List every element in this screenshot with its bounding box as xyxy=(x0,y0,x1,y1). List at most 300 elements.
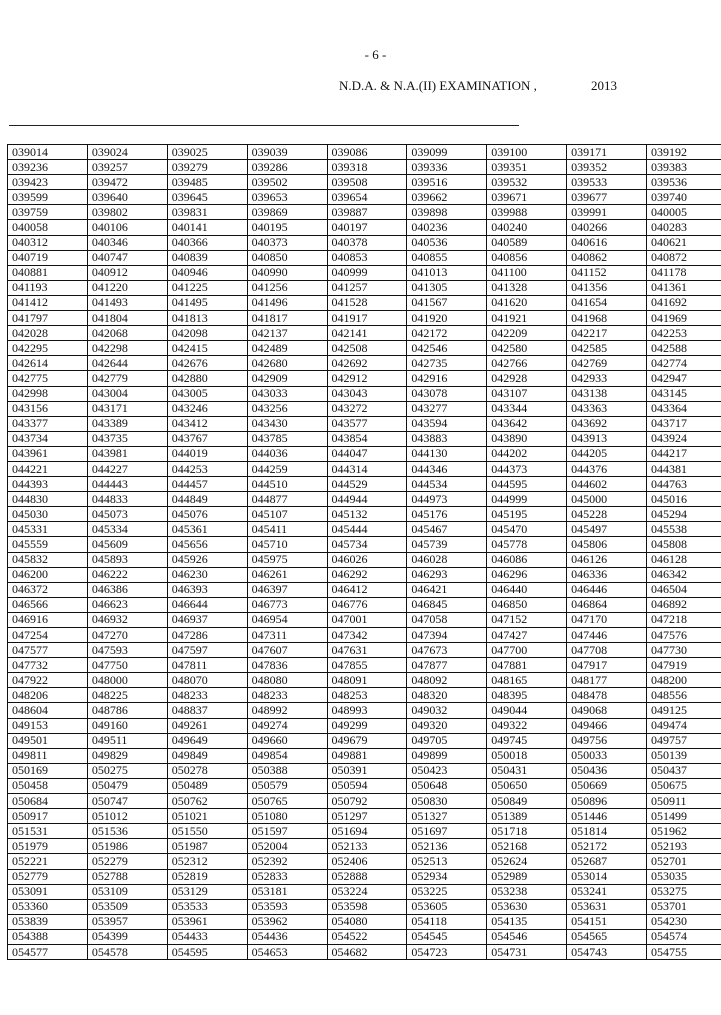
roll-number-cell: 042588 xyxy=(647,341,721,356)
roll-number-table-body xyxy=(8,145,721,960)
table-row xyxy=(8,280,721,295)
roll-number-cell: 049829 xyxy=(87,748,167,763)
roll-number-cell: 049649 xyxy=(167,733,247,748)
roll-number-cell: 043734 xyxy=(8,431,88,446)
roll-number-cell: 040141 xyxy=(167,220,247,235)
roll-number-cell: 042217 xyxy=(567,326,647,341)
roll-number-cell: 046773 xyxy=(247,597,327,612)
roll-number-cell: 047058 xyxy=(407,612,487,627)
table-row xyxy=(8,507,721,522)
roll-number-cell: 048395 xyxy=(487,688,567,703)
roll-number-cell: 043171 xyxy=(87,401,167,416)
roll-number-cell: 045132 xyxy=(327,507,407,522)
table-row xyxy=(8,854,721,869)
roll-number-cell: 047708 xyxy=(567,643,647,658)
roll-number-cell: 050391 xyxy=(327,763,407,778)
roll-number-cell: 043107 xyxy=(487,386,567,401)
roll-number-cell: 042489 xyxy=(247,341,327,356)
roll-number-cell: 046937 xyxy=(167,612,247,627)
roll-number-cell: 044602 xyxy=(567,477,647,492)
roll-number-cell: 050139 xyxy=(647,748,721,763)
roll-number-cell: 054731 xyxy=(487,944,567,959)
table-row xyxy=(8,220,721,235)
roll-number-cell: 042676 xyxy=(167,356,247,371)
roll-number-cell: 053961 xyxy=(167,914,247,929)
roll-number-cell: 044595 xyxy=(487,477,567,492)
roll-number-cell: 039654 xyxy=(327,190,407,205)
roll-number-cell: 044314 xyxy=(327,461,407,476)
roll-number-cell: 044830 xyxy=(8,492,88,507)
roll-number-cell: 049899 xyxy=(407,748,487,763)
roll-number-cell: 039759 xyxy=(8,205,88,220)
roll-number-cell: 042295 xyxy=(8,341,88,356)
roll-number-cell: 040850 xyxy=(247,250,327,265)
roll-number-cell: 039508 xyxy=(327,175,407,190)
roll-number-cell: 050423 xyxy=(407,763,487,778)
roll-number-cell: 054743 xyxy=(567,944,647,959)
roll-number-cell: 047394 xyxy=(407,628,487,643)
roll-number-cell: 053593 xyxy=(247,899,327,914)
table-row xyxy=(8,914,721,929)
roll-number-cell: 040240 xyxy=(487,220,567,235)
exam-title: N.D.A. & N.A.(II) EXAMINATION , xyxy=(339,78,537,93)
roll-number-cell: 049160 xyxy=(87,718,167,733)
roll-number-cell: 046776 xyxy=(327,597,407,612)
roll-number-cell: 043156 xyxy=(8,401,88,416)
roll-number-cell: 048165 xyxy=(487,673,567,688)
roll-number-cell: 047218 xyxy=(647,612,721,627)
roll-number-cell: 039100 xyxy=(487,145,567,160)
roll-number-cell: 042508 xyxy=(327,341,407,356)
table-row xyxy=(8,235,721,250)
roll-number-cell: 053014 xyxy=(567,869,647,884)
roll-number-cell: 050275 xyxy=(87,763,167,778)
roll-number-cell: 044047 xyxy=(327,446,407,461)
roll-number-cell: 040999 xyxy=(327,265,407,280)
roll-number-cell: 048320 xyxy=(407,688,487,703)
roll-number-cell: 041921 xyxy=(487,311,567,326)
roll-number-cell: 054578 xyxy=(87,944,167,959)
roll-number-cell: 039898 xyxy=(407,205,487,220)
roll-number-cell: 046446 xyxy=(567,582,647,597)
roll-number-cell: 046336 xyxy=(567,567,647,582)
roll-number-cell: 040872 xyxy=(647,250,721,265)
roll-number-cell: 048206 xyxy=(8,688,88,703)
roll-number-cell: 042137 xyxy=(247,326,327,341)
roll-number-cell: 051697 xyxy=(407,824,487,839)
roll-number-cell: 041813 xyxy=(167,311,247,326)
table-row xyxy=(8,295,721,310)
roll-number-cell: 052168 xyxy=(487,839,567,854)
roll-number-cell: 044227 xyxy=(87,461,167,476)
roll-number-cell: 054595 xyxy=(167,944,247,959)
roll-number-cell: 049757 xyxy=(647,733,721,748)
roll-number-cell: 044376 xyxy=(567,461,647,476)
roll-number-cell: 045076 xyxy=(167,507,247,522)
table-row xyxy=(8,401,721,416)
roll-number-cell: 041968 xyxy=(567,311,647,326)
roll-number-cell: 049068 xyxy=(567,703,647,718)
roll-number-cell: 045444 xyxy=(327,522,407,537)
roll-number-cell: 049125 xyxy=(647,703,721,718)
roll-number-cell: 049153 xyxy=(8,718,88,733)
roll-number-cell: 047311 xyxy=(247,628,327,643)
roll-number-cell: 045176 xyxy=(407,507,487,522)
roll-number-cell: 047576 xyxy=(647,628,721,643)
table-row xyxy=(8,477,721,492)
table-row xyxy=(8,552,721,567)
roll-number-cell: 041256 xyxy=(247,280,327,295)
roll-number-cell: 052701 xyxy=(647,854,721,869)
roll-number-cell: 048070 xyxy=(167,673,247,688)
roll-number-cell: 039640 xyxy=(87,190,167,205)
roll-number-cell: 050762 xyxy=(167,794,247,809)
roll-number-cell: 039014 xyxy=(8,145,88,160)
table-row xyxy=(8,567,721,582)
roll-number-cell: 047750 xyxy=(87,658,167,673)
roll-number-cell: 044221 xyxy=(8,461,88,476)
table-row xyxy=(8,190,721,205)
roll-number-cell: 053109 xyxy=(87,884,167,899)
roll-number-cell: 043004 xyxy=(87,386,167,401)
roll-number-cell: 040195 xyxy=(247,220,327,235)
roll-number-cell: 049849 xyxy=(167,748,247,763)
table-row xyxy=(8,899,721,914)
roll-number-cell: 045470 xyxy=(487,522,567,537)
roll-number-cell: 050669 xyxy=(567,778,647,793)
roll-number-cell: 047577 xyxy=(8,643,88,658)
roll-number-cell: 043785 xyxy=(247,431,327,446)
roll-number-cell: 045656 xyxy=(167,537,247,552)
table-row xyxy=(8,431,721,446)
table-row xyxy=(8,356,721,371)
roll-number-cell: 040266 xyxy=(567,220,647,235)
roll-number-cell: 050437 xyxy=(647,763,721,778)
roll-number-cell: 053360 xyxy=(8,899,88,914)
table-row xyxy=(8,386,721,401)
roll-number-cell: 042735 xyxy=(407,356,487,371)
roll-number-cell: 047919 xyxy=(647,658,721,673)
roll-number-cell: 041225 xyxy=(167,280,247,295)
roll-number-cell: 041496 xyxy=(247,295,327,310)
roll-number-cell: 044346 xyxy=(407,461,487,476)
roll-number-cell: 048080 xyxy=(247,673,327,688)
roll-number-cell: 047593 xyxy=(87,643,167,658)
roll-number-cell: 054433 xyxy=(167,929,247,944)
roll-number-cell: 045893 xyxy=(87,552,167,567)
roll-number-cell: 052133 xyxy=(327,839,407,854)
roll-number-cell: 040312 xyxy=(8,235,88,250)
roll-number-cell: 044393 xyxy=(8,477,88,492)
roll-number-cell: 054436 xyxy=(247,929,327,944)
roll-number-cell: 041328 xyxy=(487,280,567,295)
roll-number-cell: 043043 xyxy=(327,386,407,401)
roll-number-cell: 045107 xyxy=(247,507,327,522)
roll-number-cell: 041152 xyxy=(567,265,647,280)
roll-number-cell: 040346 xyxy=(87,235,167,250)
roll-number-cell: 045331 xyxy=(8,522,88,537)
roll-number-cell: 040946 xyxy=(167,265,247,280)
roll-number-cell: 050849 xyxy=(487,794,567,809)
roll-number-cell: 043277 xyxy=(407,401,487,416)
table-row xyxy=(8,688,721,703)
roll-number-cell: 054080 xyxy=(327,914,407,929)
roll-number-cell: 049511 xyxy=(87,733,167,748)
roll-number-cell: 044019 xyxy=(167,446,247,461)
roll-number-cell: 043890 xyxy=(487,431,567,446)
roll-number-cell: 052004 xyxy=(247,839,327,854)
roll-number-cell: 053181 xyxy=(247,884,327,899)
roll-number-cell: 046222 xyxy=(87,567,167,582)
roll-number-cell: 043246 xyxy=(167,401,247,416)
roll-number-cell: 050792 xyxy=(327,794,407,809)
table-row xyxy=(8,643,721,658)
roll-number-cell: 053241 xyxy=(567,884,647,899)
roll-number-cell: 043981 xyxy=(87,446,167,461)
roll-number-cell: 054230 xyxy=(647,914,721,929)
roll-number-cell: 047597 xyxy=(167,643,247,658)
table-row xyxy=(8,839,721,854)
roll-number-cell: 042912 xyxy=(327,371,407,386)
roll-number-cell: 041920 xyxy=(407,311,487,326)
roll-number-cell: 040236 xyxy=(407,220,487,235)
roll-number-cell: 051531 xyxy=(8,824,88,839)
roll-number-cell: 039099 xyxy=(407,145,487,160)
table-row xyxy=(8,341,721,356)
roll-number-cell: 051012 xyxy=(87,809,167,824)
table-row xyxy=(8,733,721,748)
roll-number-cell: 042209 xyxy=(487,326,567,341)
roll-number-cell: 053035 xyxy=(647,869,721,884)
roll-number-cell: 051962 xyxy=(647,824,721,839)
roll-number-cell: 039740 xyxy=(647,190,721,205)
roll-number-cell: 049881 xyxy=(327,748,407,763)
roll-number-cell: 042068 xyxy=(87,326,167,341)
roll-number-cell: 050650 xyxy=(487,778,567,793)
roll-number-cell: 039472 xyxy=(87,175,167,190)
roll-number-cell: 040005 xyxy=(647,205,721,220)
roll-number-cell: 052819 xyxy=(167,869,247,884)
table-row xyxy=(8,326,721,341)
roll-number-cell: 048992 xyxy=(247,703,327,718)
table-row xyxy=(8,522,721,537)
roll-number-cell: 048993 xyxy=(327,703,407,718)
roll-number-cell: 040747 xyxy=(87,250,167,265)
table-row xyxy=(8,884,721,899)
roll-number-cell: 052687 xyxy=(567,854,647,869)
roll-number-cell: 045361 xyxy=(167,522,247,537)
roll-number-cell: 042415 xyxy=(167,341,247,356)
roll-number-cell: 051987 xyxy=(167,839,247,854)
roll-number-cell: 048200 xyxy=(647,673,721,688)
roll-number-cell: 052989 xyxy=(487,869,567,884)
roll-number-cell: 047170 xyxy=(567,612,647,627)
roll-number-cell: 046200 xyxy=(8,567,88,582)
roll-number-cell: 044217 xyxy=(647,446,721,461)
roll-number-cell: 040719 xyxy=(8,250,88,265)
roll-number-cell: 043256 xyxy=(247,401,327,416)
roll-number-cell: 041654 xyxy=(567,295,647,310)
roll-number-cell: 039599 xyxy=(8,190,88,205)
roll-number-cell: 046296 xyxy=(487,567,567,582)
table-row xyxy=(8,597,721,612)
roll-number-cell: 039025 xyxy=(167,145,247,160)
roll-number-cell: 039171 xyxy=(567,145,647,160)
roll-number-cell: 046504 xyxy=(647,582,721,597)
roll-number-cell: 046440 xyxy=(487,582,567,597)
roll-number-cell: 049466 xyxy=(567,718,647,733)
roll-number-cell: 045734 xyxy=(327,537,407,552)
roll-number-cell: 043033 xyxy=(247,386,327,401)
header-rule xyxy=(9,125,519,126)
roll-number-cell: 042766 xyxy=(487,356,567,371)
roll-number-cell: 051389 xyxy=(487,809,567,824)
table-row xyxy=(8,205,721,220)
roll-number-cell: 045975 xyxy=(247,552,327,567)
roll-number-cell: 046342 xyxy=(647,567,721,582)
roll-number-cell: 054565 xyxy=(567,929,647,944)
roll-number-cell: 043854 xyxy=(327,431,407,446)
roll-number-cell: 049044 xyxy=(487,703,567,718)
roll-number-cell: 054577 xyxy=(8,944,88,959)
roll-number-cell: 046864 xyxy=(567,597,647,612)
roll-number-cell: 040990 xyxy=(247,265,327,280)
roll-number-cell: 046412 xyxy=(327,582,407,597)
roll-number-cell: 046916 xyxy=(8,612,88,627)
roll-number-cell: 048092 xyxy=(407,673,487,688)
roll-number-cell: 043913 xyxy=(567,431,647,446)
roll-number-cell: 046128 xyxy=(647,552,721,567)
roll-number-cell: 045294 xyxy=(647,507,721,522)
table-row xyxy=(8,461,721,476)
roll-number-cell: 045000 xyxy=(567,492,647,507)
roll-number-cell: 039516 xyxy=(407,175,487,190)
roll-number-cell: 045926 xyxy=(167,552,247,567)
roll-number-cell: 050917 xyxy=(8,809,88,824)
roll-number-cell: 040839 xyxy=(167,250,247,265)
roll-number-cell: 046566 xyxy=(8,597,88,612)
roll-number-cell: 042141 xyxy=(327,326,407,341)
roll-number-cell: 047700 xyxy=(487,643,567,658)
roll-number-cell: 040912 xyxy=(87,265,167,280)
roll-number-cell: 048604 xyxy=(8,703,88,718)
roll-number-cell: 039645 xyxy=(167,190,247,205)
roll-number-cell: 051597 xyxy=(247,824,327,839)
roll-number-cell: 044202 xyxy=(487,446,567,461)
roll-number-cell: 047152 xyxy=(487,612,567,627)
roll-number-cell: 051499 xyxy=(647,809,721,824)
roll-number-cell: 049501 xyxy=(8,733,88,748)
table-row xyxy=(8,446,721,461)
roll-number-cell: 050747 xyxy=(87,794,167,809)
roll-number-cell: 042947 xyxy=(647,371,721,386)
roll-number-cell: 043717 xyxy=(647,416,721,431)
roll-number-cell: 051718 xyxy=(487,824,567,839)
roll-number-cell: 045073 xyxy=(87,507,167,522)
roll-number-cell: 041797 xyxy=(8,311,88,326)
roll-number-cell: 053598 xyxy=(327,899,407,914)
roll-number-cell: 046932 xyxy=(87,612,167,627)
roll-number-cell: 045467 xyxy=(407,522,487,537)
roll-number-cell: 046026 xyxy=(327,552,407,567)
roll-number-cell: 045739 xyxy=(407,537,487,552)
roll-number-cell: 043005 xyxy=(167,386,247,401)
roll-number-cell: 050033 xyxy=(567,748,647,763)
roll-number-cell: 047730 xyxy=(647,643,721,658)
roll-number-cell: 054653 xyxy=(247,944,327,959)
roll-number-cell: 042580 xyxy=(487,341,567,356)
roll-number-cell: 048786 xyxy=(87,703,167,718)
roll-number-cell: 050896 xyxy=(567,794,647,809)
roll-number-cell: 053091 xyxy=(8,884,88,899)
roll-number-cell: 041356 xyxy=(567,280,647,295)
roll-number-cell: 043430 xyxy=(247,416,327,431)
roll-number-cell: 049274 xyxy=(247,718,327,733)
table-row xyxy=(8,718,721,733)
roll-number-cell: 039257 xyxy=(87,160,167,175)
roll-number-cell: 046397 xyxy=(247,582,327,597)
roll-number-cell: 041361 xyxy=(647,280,721,295)
roll-number-cell: 049322 xyxy=(487,718,567,733)
roll-number-cell: 042909 xyxy=(247,371,327,386)
roll-number-cell: 042298 xyxy=(87,341,167,356)
roll-number-cell: 039671 xyxy=(487,190,567,205)
roll-number-cell: 050458 xyxy=(8,778,88,793)
roll-number-cell: 047286 xyxy=(167,628,247,643)
roll-number-cell: 048225 xyxy=(87,688,167,703)
table-row xyxy=(8,537,721,552)
roll-number-cell: 047881 xyxy=(487,658,567,673)
roll-number-cell: 052788 xyxy=(87,869,167,884)
roll-number-cell: 039279 xyxy=(167,160,247,175)
roll-number-cell: 044373 xyxy=(487,461,567,476)
roll-number-cell: 040621 xyxy=(647,235,721,250)
roll-number-cell: 050648 xyxy=(407,778,487,793)
roll-number-cell: 046292 xyxy=(327,567,407,582)
roll-number-cell: 054755 xyxy=(647,944,721,959)
roll-number-cell: 048478 xyxy=(567,688,647,703)
roll-number-cell: 042774 xyxy=(647,356,721,371)
roll-number-cell: 050684 xyxy=(8,794,88,809)
roll-number-cell: 044205 xyxy=(567,446,647,461)
roll-number-cell: 046850 xyxy=(487,597,567,612)
roll-number-cell: 041804 xyxy=(87,311,167,326)
roll-number-cell: 039802 xyxy=(87,205,167,220)
roll-number-cell: 048837 xyxy=(167,703,247,718)
table-row xyxy=(8,160,721,175)
roll-number-cell: 039536 xyxy=(647,175,721,190)
roll-number-cell: 049705 xyxy=(407,733,487,748)
roll-number-cell: 050579 xyxy=(247,778,327,793)
roll-number-cell: 052279 xyxy=(87,854,167,869)
roll-number-cell: 044849 xyxy=(167,492,247,507)
roll-number-cell: 045538 xyxy=(647,522,721,537)
roll-number-cell: 043692 xyxy=(567,416,647,431)
roll-number-cell: 040855 xyxy=(407,250,487,265)
roll-number-cell: 039662 xyxy=(407,190,487,205)
roll-number-cell: 050489 xyxy=(167,778,247,793)
roll-number-cell: 046293 xyxy=(407,567,487,582)
roll-number-cell: 049854 xyxy=(247,748,327,763)
roll-number-cell: 043364 xyxy=(647,401,721,416)
roll-number-cell: 054151 xyxy=(567,914,647,929)
roll-number-cell: 041257 xyxy=(327,280,407,295)
roll-number-cell: 045778 xyxy=(487,537,567,552)
roll-number-cell: 044036 xyxy=(247,446,327,461)
roll-number-cell: 054545 xyxy=(407,929,487,944)
roll-number-cell: 043883 xyxy=(407,431,487,446)
roll-number-cell: 045559 xyxy=(8,537,88,552)
